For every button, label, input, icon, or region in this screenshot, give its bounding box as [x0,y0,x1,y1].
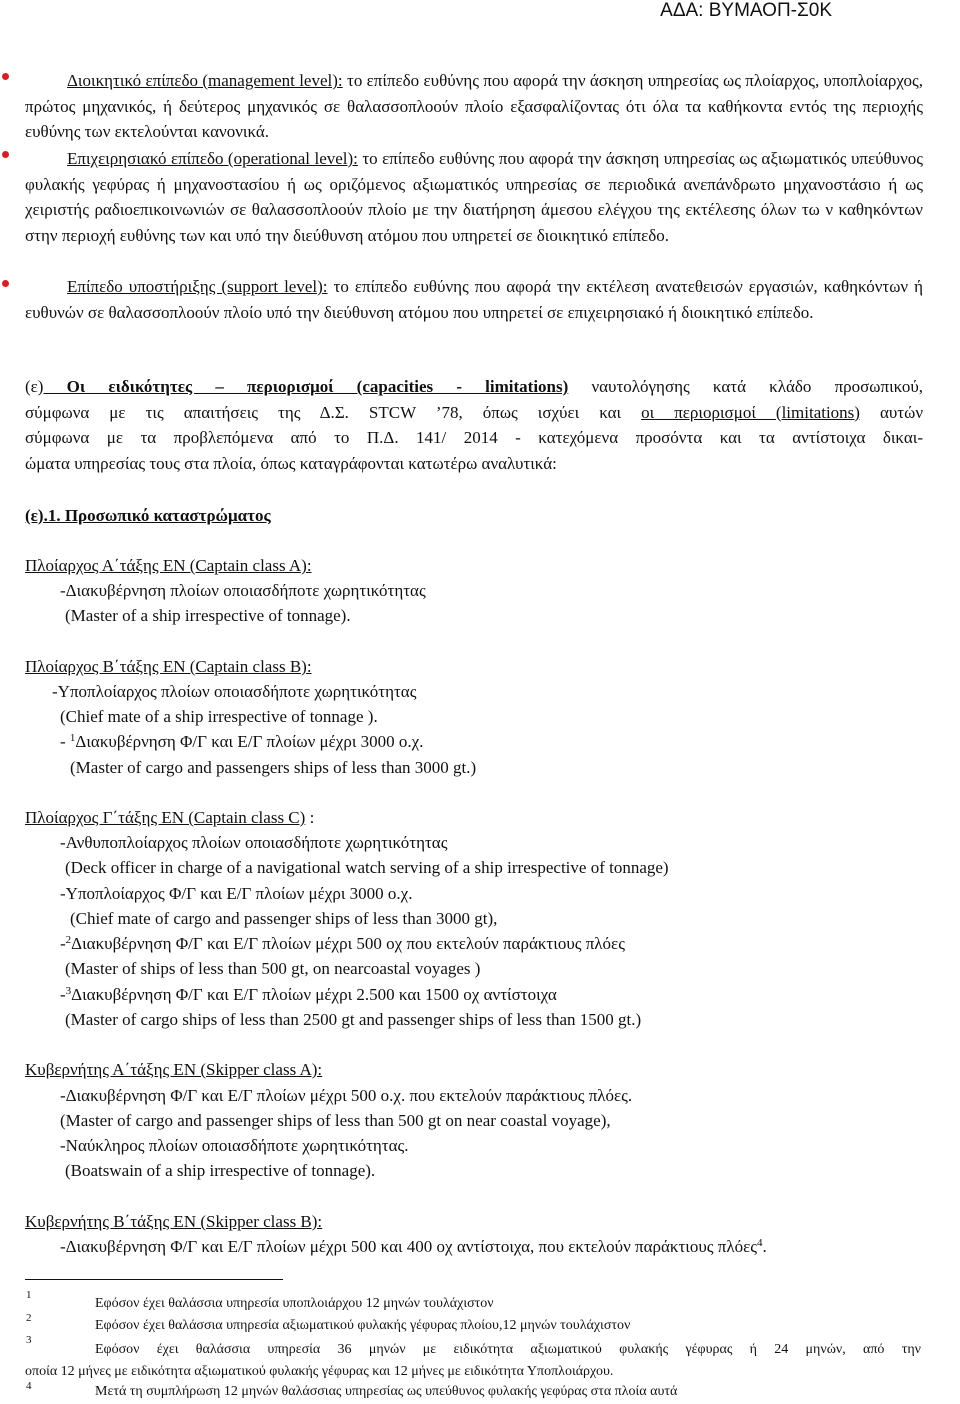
captain-c-line: -Υποπλοίαρχος Φ/Γ και Ε/Γ πλοίων μέχρι 3000 ο.χ. [60,884,413,903]
section-e-paragraph [25,374,923,476]
captain-b-line: -Υποπλοίαρχος πλοίων οποιασδήποτε χωρητικότητας [52,682,417,701]
captain-b-line [60,732,423,752]
footnote-number: 1 [26,1289,32,1301]
section-e-prefix: (ε) [25,377,44,396]
captain-c-line [60,985,557,1005]
footnote-ref: 2 [65,934,72,946]
skipper-b-text-end: . [762,1237,767,1256]
footnote-number: 3 [26,1334,32,1346]
footnote-number: 4 [26,1380,32,1392]
captain-b-text: Διακυβέρνηση Φ/Γ και Ε/Γ πλοίων μέχρι 3000 ο.χ. [75,732,424,751]
captain-a-heading: Πλοίαρχος Α΄τάξης ΕΝ (Captain class A): [25,556,312,575]
captain-a-line: (Master of a ship irrespective of tonnage). [65,606,351,625]
captain-b-line: (Chief mate of a ship irrespective of tonnage ). [60,707,378,726]
management-level-label: Διοικητικό επίπεδο (management level): [67,71,343,90]
footnote-text: Εφόσον έχει θαλάσσια υπηρεσία αξιωματικού φυλακής γέφυρας πλοίου,12 μηνών τουλάχιστον [95,1318,631,1333]
limitations-link: οι περιορισμοί (limitations) [641,402,860,422]
support-level-paragraph [25,274,923,325]
captain-c-heading-suffix: : [305,808,315,827]
skipper-a-line: (Master of cargo and passenger ships of less than 500 gt on near coastal voyage), [60,1111,611,1130]
captain-c-line [60,934,625,954]
support-level-label: Επίπεδο υποστήριξης (support level): [67,277,328,296]
section-e-title: Οι ειδικότητες – περιορισμοί (capacities - limitations) [43,377,569,396]
footnote-ref: 1 [69,732,76,744]
dash: - [60,934,66,953]
section-e-text: ναυτολόγησης κατά κλάδο προσωπικού, [568,377,924,396]
dash: - [60,985,66,1004]
bullet-marker [2,280,9,287]
captain-b-heading: Πλοίαρχος Β΄τάξης ΕΝ (Captain class B): [25,657,312,676]
captain-a-line: -Διακυβέρνηση πλοίων οποιασδήποτε χωρητικότητας [60,581,426,600]
dash: - [60,732,70,751]
captain-c-text: Διακυβέρνηση Φ/Γ και Ε/Γ πλοίων μέχρι 2.500 και 1500 οχ αντίστοιχα [71,985,557,1004]
subsection-heading: (ε).1. Προσωπικό καταστρώματος [25,506,271,525]
operational-level-label: Επιχειρησιακό επίπεδο (operational level): [67,149,358,168]
footnote-text: Μετά τη συμπλήρωση 12 μηνών θαλάσσιας υπηρεσίας ως υπεύθυνος φυλακής γεφύρας στα πλοία αυτά [95,1384,678,1399]
skipper-a-line: -Διακυβέρνηση Φ/Γ και Ε/Γ πλοίων μέχρι 500 ο.χ. που εκτελούν παράκτιους πλόες. [60,1086,633,1105]
captain-c-line: (Master of ships of less than 500 gt, on nearcoastal voyages ) [65,959,481,978]
captain-c-heading [25,808,314,828]
footnote-ref: 3 [65,985,72,997]
captain-c-line: -Ανθυποπλοίαρχος πλοίων οποιασδήποτε χωρητικότητας [60,833,448,852]
skipper-a-line: (Boatswain of a ship irrespective of tonnage). [65,1161,376,1180]
footnote-text: Εφόσον έχει θαλάσσια υπηρεσία υποπλοιάρχου 12 μηνών τουλάχιστον [95,1296,494,1311]
section-e-text: αυτών [859,402,924,422]
captain-c-heading-text: Πλοίαρχος Γ΄τάξης ΕΝ (Captain class C) [25,808,306,827]
skipper-a-line: -Ναύκληρος πλοίων οποιασδήποτε χωρητικότητας. [60,1136,409,1155]
section-e-text: σύμφωνα με τις απαιτήσεις της Δ.Σ. STCW ’78, όπως ισχύει και [25,402,642,422]
skipper-a-heading: Κυβερνήτης Α΄τάξης ΕΝ (Skipper class A): [25,1060,323,1079]
footnote-separator [25,1279,283,1280]
bullet-marker [2,151,9,158]
operational-level-text: το επίπεδο ευθύνης που αφορά την άσκηση υπηρεσίας ως αξιωματικός υπεύθυνος φυλακής γεφύρας ή μηχανοστασίου ή ως οριζόμενος αξιωματικός υπηρεσίας σε περιοδικά ανεπάνδρωτο μηχανοστάσιο ή ως χειριστής ραδιοεπικοινωνιών σε θαλασσοπλοούν πλοίο με την διατήρηση άμεσου ελέγχου της εκτέλεσης όλων τω ν καθηκόντων στην περιοχή ευθύνης των και υπό την διεύθυνση ατόμου που υπηρετεί σε διοικητικό επίπεδο. [25,149,923,245]
skipper-b-line [60,1237,767,1257]
section-e-text: ώματα υπηρεσίας τους στα πλοία, όπως καταγράφονται κατωτέρω αναλυτικά: [25,453,557,473]
support-level-text: το επίπεδο ευθύνης που αφορά την εκτέλεση ανατεθεισών εργασιών, καθηκόντων ή ευθυνών σε θαλασσοπλοούν πλοίο υπό την διεύθυνση ατόμου που υπηρετεί σε επιχειρησιακό ή διοικητικό επίπεδο. [25,277,924,322]
footnote-text: Εφόσον έχει θαλάσσια υπηρεσία 36 μηνών με ειδικότητα αξιωματικού φυλακής γέφυρας ή 24 μηνών, από την [95,1342,921,1357]
bullet-marker [2,73,9,80]
skipper-b-text: -Διακυβέρνηση Φ/Γ και Ε/Γ πλοίων μέχρι 500 και 400 οχ αντίστοιχα, που εκτελούν παράκτιους πλόες [60,1237,757,1256]
captain-c-line: (Chief mate of cargo and passenger ships of less than 3000 gt), [70,909,498,928]
captain-c-line: (Deck officer in charge of a navigational watch serving of a ship irrespective of tonnage) [65,858,669,877]
footnote-text-continued: οποία 12 μήνες με ειδικότητα αξιωματικού φυλακής γέφυρας και 12 μήνες με ειδικότητα Υποπλοιάρχου. [25,1364,614,1379]
captain-b-line: (Master of cargo and passengers ships of less than 3000 gt.) [70,758,477,777]
footnote-ref: 4 [756,1237,763,1249]
skipper-b-heading: Κυβερνήτης Β΄τάξης ΕΝ (Skipper class B): [25,1212,323,1231]
captain-c-line: (Master of cargo ships of less than 2500 gt and passenger ships of less than 1500 gt.) [65,1010,642,1029]
section-e-text: σύμφωνα με τα προβλεπόμενα από το Π.Δ. 141/ 2014 - κατεχόμενα προσόντα και τα αντίστοιχα δικαι- [25,428,923,447]
operational-level-paragraph [25,146,923,248]
management-level-text: το επίπεδο ευθύνης που αφορά την άσκηση υπηρεσίας ως πλοίαρχος, υποπλοίαρχος, πρώτος μηχανικός, ή δεύτερος μηχανικός σε θαλασσοπλοούν πλοίο εξασφαλίζοντας ότι όλα τα καθήκοντα εντός της περιοχής ευθύνης των εκτελούνται κανονικά. [25,71,923,141]
ada-header: ΑΔΑ: ΒΥΜΑΟΠ-Σ0Κ [660,0,832,21]
footnote-number: 2 [26,1312,32,1324]
management-level-paragraph [25,68,923,145]
captain-c-text: Διακυβέρνηση Φ/Γ και Ε/Γ πλοίων μέχρι 500 οχ που εκτελούν παράκτιους πλόες [71,934,625,953]
